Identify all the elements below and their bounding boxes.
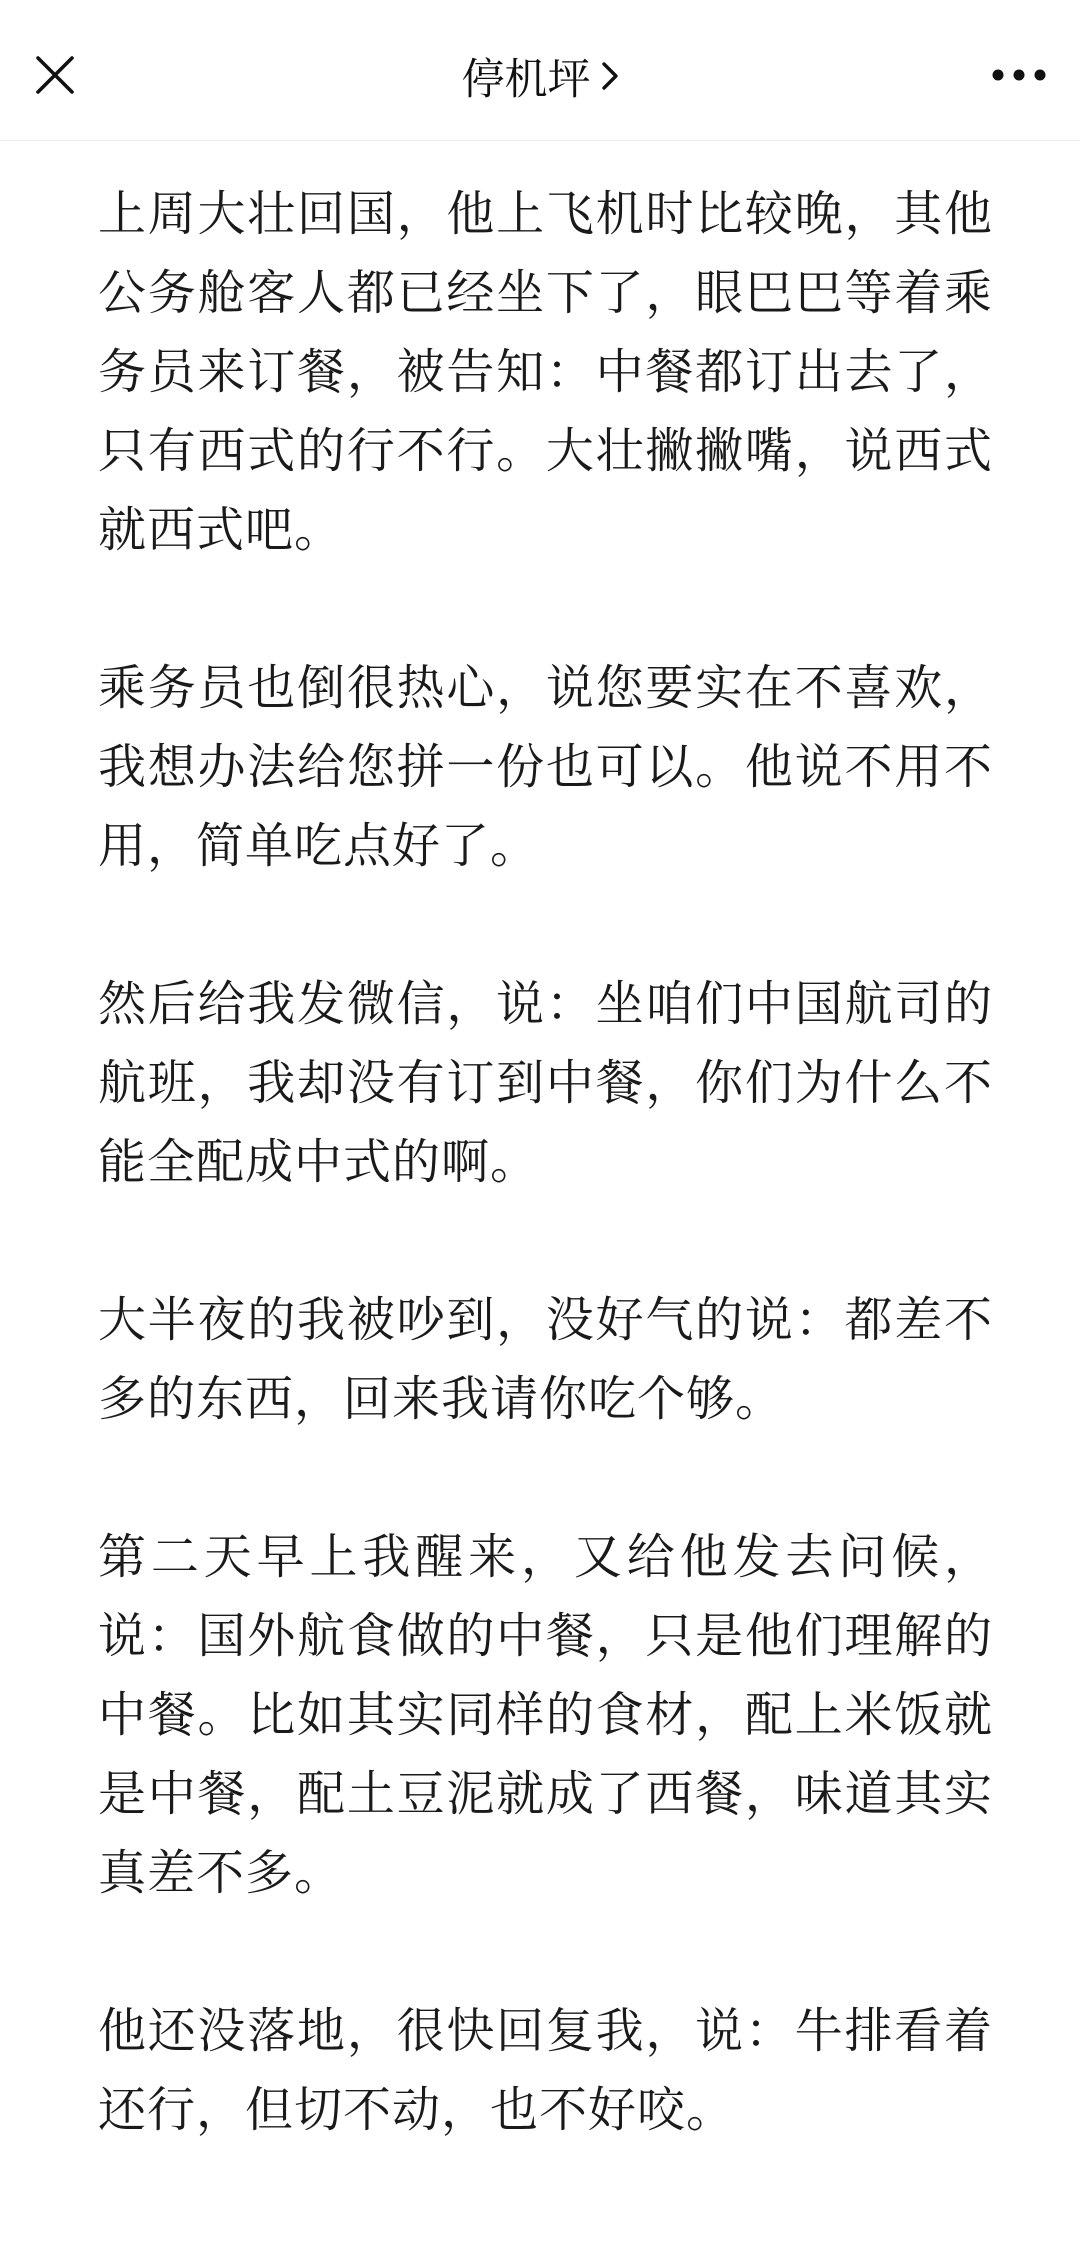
nav-bar — [0, 0, 1080, 141]
article-paragraph: 上周大壮回国，他上飞机时比较晚，其他公务舱客人都已经坐下了，眼巴巴等着乘务员来订餐，被告知：中餐都订出去了，只有西式的行不行。大壮撇撇嘴，说西式就西式吧。 — [98, 186, 993, 558]
more-dots-icon — [991, 68, 1047, 82]
article-paragraph: 乘务员也倒很热心，说您要实在不喜欢，我想办法给您拼一份也可以。他说不用不用，简单吃点好了。 — [98, 660, 993, 874]
article-paragraph: 第二天早上我醒来，又给他发去问候，说：国外航食做的中餐，只是他们理解的中餐。比如其实同样的食材，配上米饭就是中餐，配土豆泥就成了西餐，味道其实真差不多。 — [98, 1529, 993, 1901]
page-title: 停机坪 — [461, 54, 591, 105]
article-paragraph: 他还没落地，很快回复我，说：牛排看着还行，但切不动，也不好咬。 — [98, 2003, 993, 2138]
article-body — [98, 175, 993, 2229]
chevron-right-icon — [601, 61, 619, 91]
account-title-link[interactable] — [0, 44, 1080, 108]
more-button[interactable] — [980, 42, 1058, 108]
article-paragraph: 然后给我发微信，说：坐咱们中国航司的航班，我却没有订到中餐，你们为什么不能全配成中式的啊。 — [98, 976, 993, 1190]
article-paragraph: 大半夜的我被吵到，没好气的说：都差不多的东西，回来我请你吃个够。 — [98, 1292, 993, 1427]
